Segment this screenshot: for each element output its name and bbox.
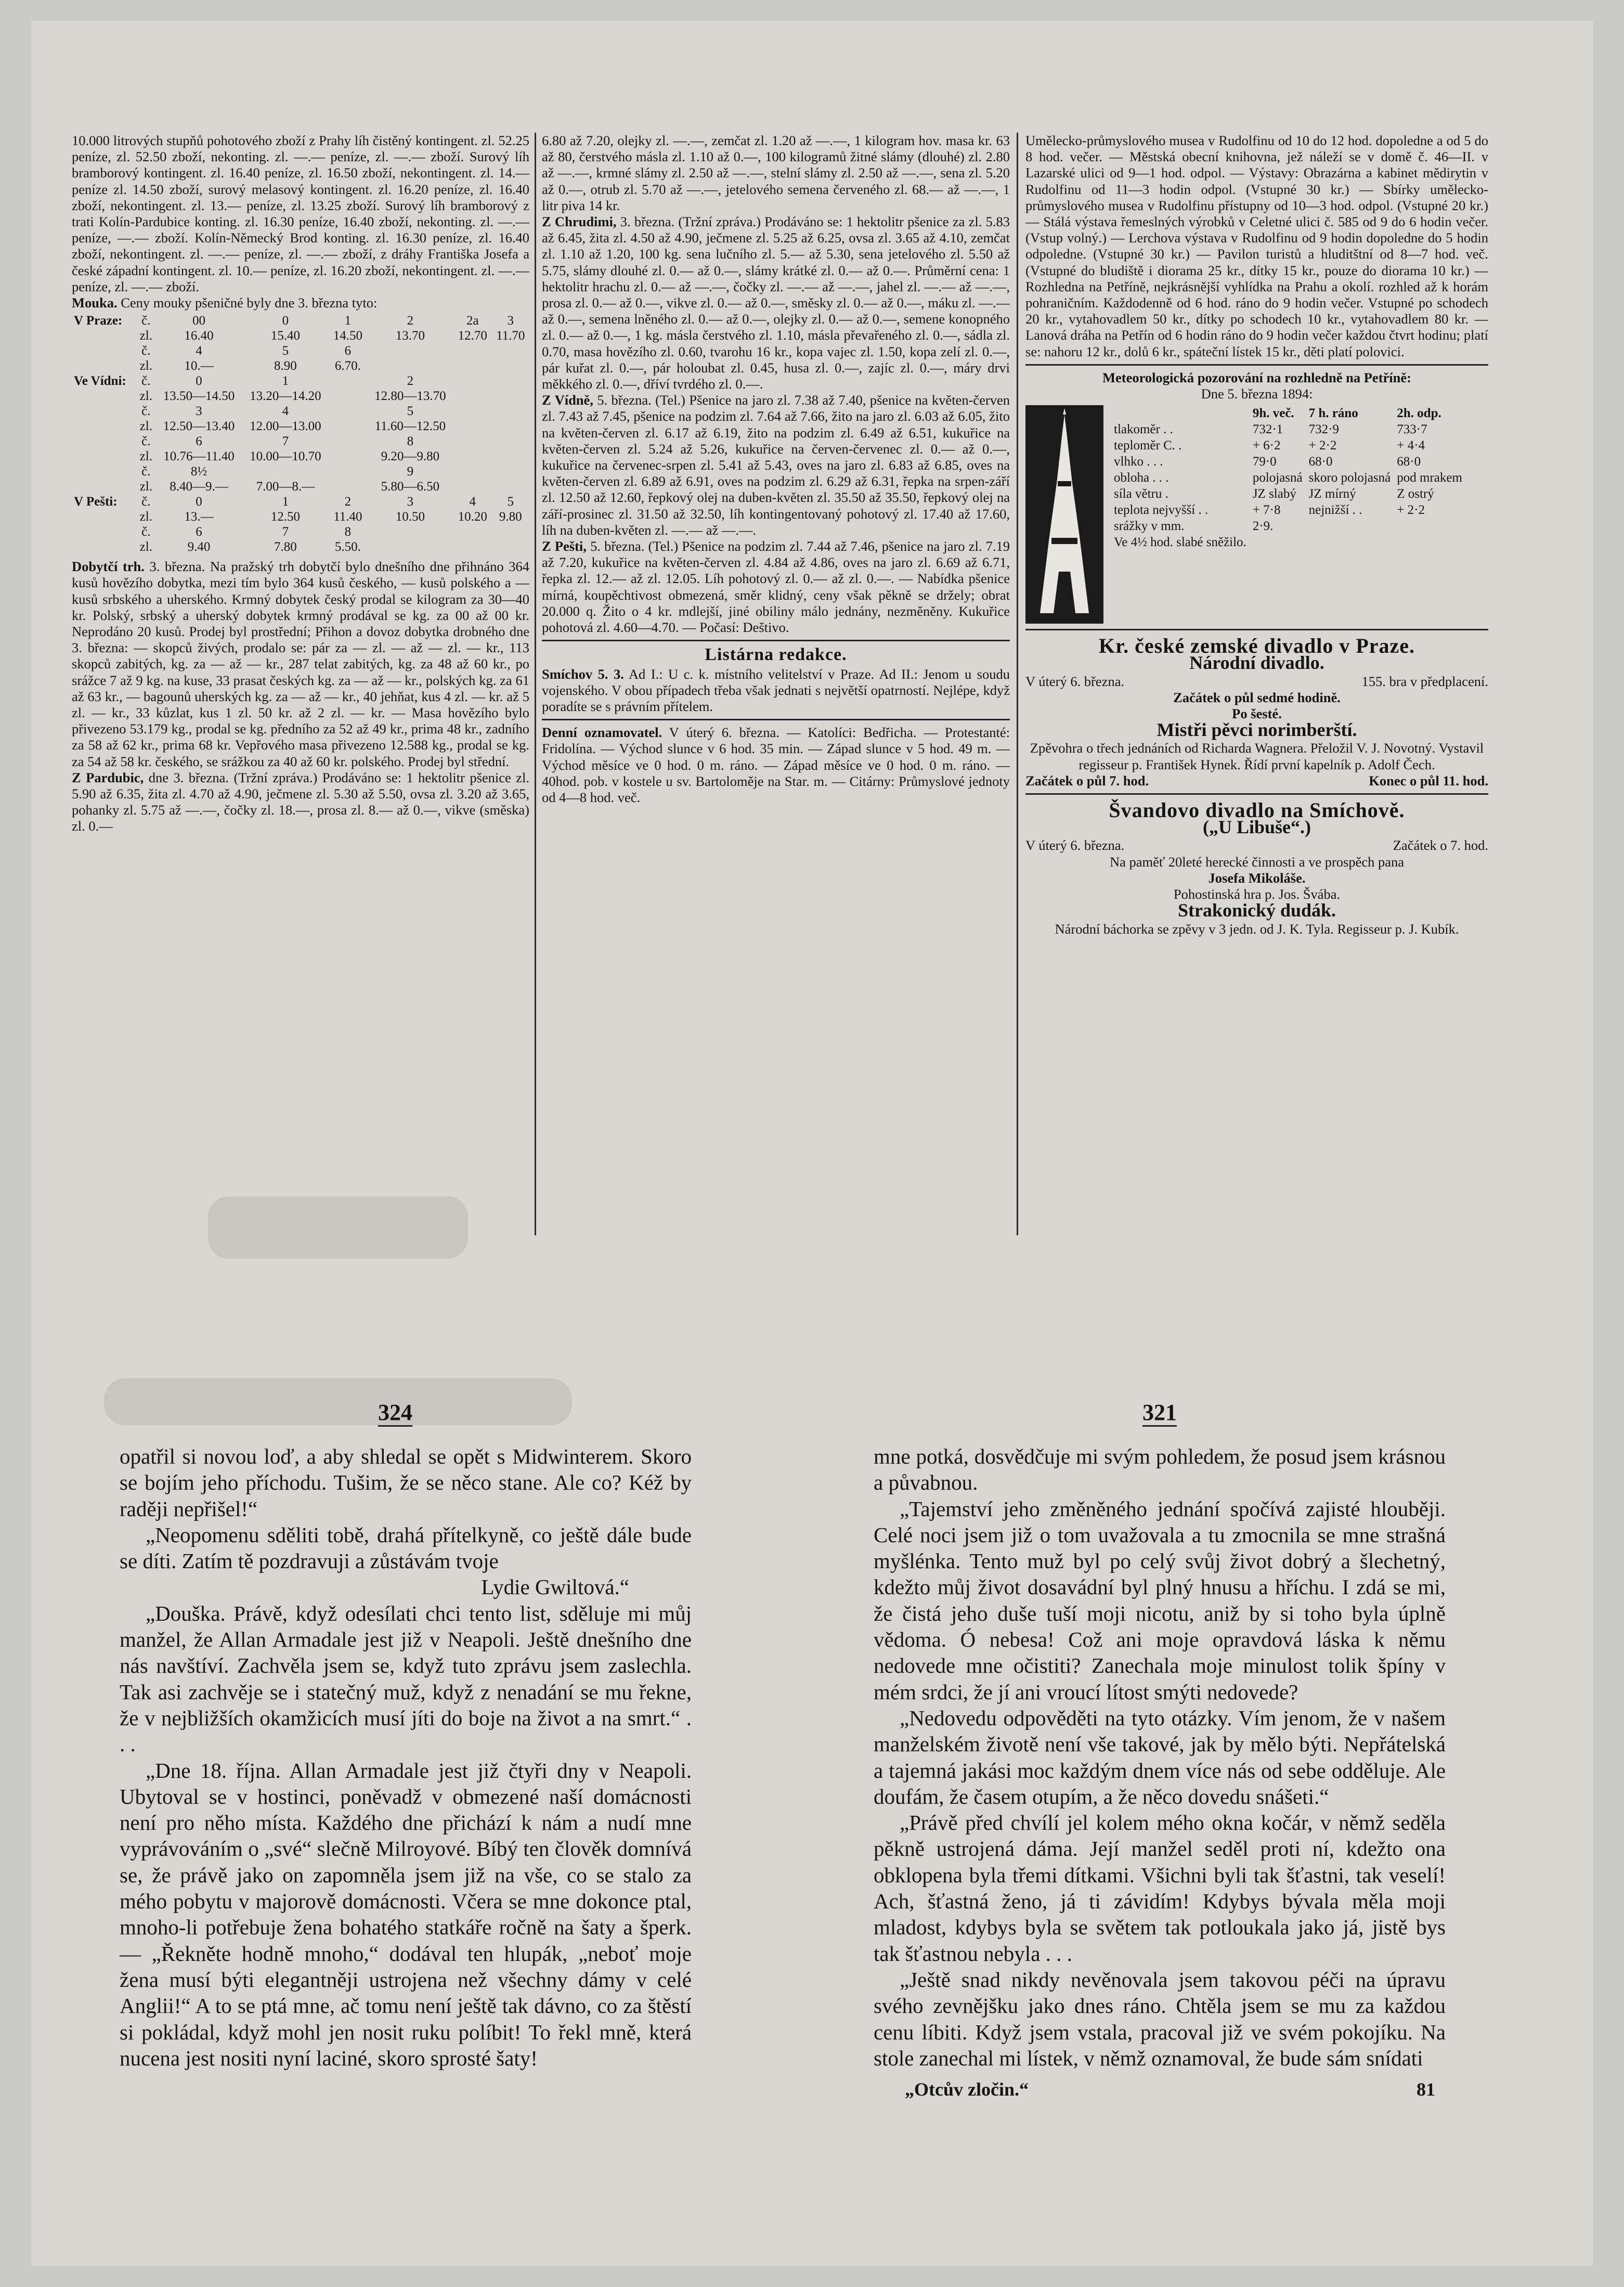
price-cell: 8 xyxy=(407,434,414,449)
svanda-start: Začátek o 7. hod. xyxy=(1393,837,1488,854)
meteo-column-header: 2h. odp. xyxy=(1397,406,1441,421)
price-cell: 7 xyxy=(282,434,289,449)
price-cell xyxy=(329,479,367,494)
price-cell: 12.70 xyxy=(458,329,487,343)
price-city xyxy=(72,343,136,358)
price-cell xyxy=(329,434,367,449)
price-cell: 6 xyxy=(344,344,352,358)
page-footer xyxy=(874,2076,1446,2102)
price-cell: č. xyxy=(141,525,151,539)
price-row xyxy=(72,419,529,434)
meteo-row xyxy=(1111,437,1465,454)
price-cell: 9.20—9.80 xyxy=(381,449,440,464)
price-city xyxy=(72,404,136,419)
meteo-cell: teplota nejvyšší . . xyxy=(1114,503,1209,518)
price-cell: 6.70. xyxy=(334,359,361,373)
price-cell: 16.40 xyxy=(184,329,214,343)
price-cell: č. xyxy=(141,404,151,419)
price-cell xyxy=(367,524,453,539)
price-cell: 10.00—10.70 xyxy=(250,449,321,464)
price-cell: 3 xyxy=(407,495,414,509)
vienna-heading: Z Vídně, xyxy=(542,392,593,408)
column-divider xyxy=(535,133,536,1235)
meteo-cell: 68·0 xyxy=(1397,455,1421,469)
price-cell: 2 xyxy=(407,374,414,389)
meteo-cell: 68·0 xyxy=(1308,455,1333,469)
meteo-row xyxy=(1111,518,1465,534)
price-cell xyxy=(367,358,453,373)
price-cell: 5.50. xyxy=(334,540,361,554)
section-divider xyxy=(1025,364,1488,366)
price-cell xyxy=(492,479,529,494)
price-cell: 9 xyxy=(407,464,414,479)
price-cell: č. xyxy=(141,344,151,358)
price-cell: 14.50 xyxy=(333,329,362,343)
price-cell: 7.80 xyxy=(274,540,297,554)
vienna-text: 5. března. (Tel.) Pšenice na jaro zl. 7.38 až 7.40, pšenice na květen-červen zl. 7.43 až 7.45, pšenice na podzim zl. 7.64 až 7.66, žito na jaro zl. 6.03 až 6.05, žito na květen-červen zl. 6.17 až 6.19, žito na podzim zl. 6.49 až 6.51, kukuřice na květen-červen zl. 5.24 až 5.26, kukuřice na červen-červenec zl. 0.— až 0.—, kukuřice na červenec-srpen zl. 5.41 až 5.43, oves na jaro zl. 6.83 až 6.85, oves na květen-červen zl. 6.89 až 6.91, oves na podzim zl. 6.29 až 6.31, řepka na srpen-září zl. 12.50 až 12.60, řepkový olej na duben-květen zl. 35.50 až 35.50, řepkový olej na září-prosinec zl. 31.50 až 32.50, líh kontingentovaný pohotový zl. 17.40 až 17.60, líh na duben-květen zl. —.— až —.—. xyxy=(542,392,1010,538)
prices-continued: 6.80 až 7.20, olejky zl. —.—, zemčat zl. 1.20 až —.—, 1 kilogram hov. masa kr. 63 až 80, čerstvého másla zl. 1.10 až 0.—, 100 kilogramů žitné slámy (dlouhé) zl. 2.80 až —.—, krmné slámy zl. 2.50 až —.—, stelní slámy zl. 2.50 až —.—, sena zl. 5.20 až 0.—, otrub zl. 5.70 až —.—, jetelového semena červeného zl. 68.— až —.—, 1 litr piva 14 kr. xyxy=(542,133,1010,213)
price-cell xyxy=(492,434,529,449)
flour-price-table xyxy=(72,313,529,554)
budapest-heading: Z Pešti, xyxy=(542,538,587,554)
story-paragraph: „Ještě snad nikdy nevěnovala jsem takovou péči na úpravu svého zevnějšku jako dnes ráno. Chtěla jsem se mu za každou cenu líbiti. Když jsem vstala, pracoval již ve svém pokojíku. Na stole zanechal mi lístek, v němž oznamoval, že bude sám snídati xyxy=(874,1967,1446,2070)
meteo-cell xyxy=(1394,518,1465,534)
meteo-cell: 732·1 xyxy=(1252,422,1283,437)
price-cell: zl. xyxy=(139,449,152,464)
meteo-cell: + 7·8 xyxy=(1252,503,1281,518)
price-cell xyxy=(453,449,491,464)
meteo-cell: Z ostrý xyxy=(1397,487,1434,501)
price-cell: 12.50—13.40 xyxy=(163,419,235,434)
price-cell xyxy=(367,539,453,554)
museum-exhibitions-text: Umělecko-průmyslového musea v Rudolfinu od 10 do 12 hod. dopoledne a od 5 do 8 hod. večer. — Městská obecní knihovna, jež náleží se v domě č. 46—II. v Lazarské ulici od 9—1 hod. odpol. — Výstavy: Obrazárna a kabinet mědirytin v Rudolfinu od 11—3 hodin odpol. (Vstupné 30 kr.) — Sbírky umělecko-průmyslového musea v Rudolfinu přístupny od 10—3 hod. odpol. (Vstupné 20 kr.) — Stálá výstava řemeslných výrobků v Celetné ulici č. 585 od 9 do 6 hodin večer. (Vstup volný.) — Lerchova výstava v Rudolfinu od 9 hodin dopoledne do 5 hodin odpoledne. (Vstupné 30 kr.) — Pavilon turistů a hluditštní od 8—7 hod. več. (Vstupné do bludiště i diorama 25 kr., dítky 15 kr., pouze do diorama 10 kr.) — Rozhledna na Petříně, nejkrásnější vyhlídka na Prahu a okolí. rozhled až k horám pohraničním. Každodenně od 6 hod. ráno do 9 hodin večer. Vstupné po schodech 20 kr., vytahovadlem 50 kr., dítky po schodech 10 kr., vytahovadlem 80 kr. — Lanová dráha na Petřín od 6 hodin ráno do 9 hodin večer každou čtvrt hodinu; platí se: nahoru 12 kr., dolů 6 kr., spáteční lístek 15 kr., děti platí polovici. xyxy=(1025,133,1488,359)
price-cell: 5 xyxy=(507,495,514,509)
meteo-cell xyxy=(1306,534,1394,550)
price-cell: 11.60—12.50 xyxy=(374,419,446,434)
price-cell xyxy=(329,373,367,389)
section-divider xyxy=(542,640,1010,641)
price-city xyxy=(72,524,136,539)
meteo-cell: + 2·2 xyxy=(1397,503,1425,518)
story-paragraph: „Tajemství jeho změněného jednání spočívá zajisté hlouběji. Celé noci jsem již o tom uvažovala a tu zmocnila se mne strašná myšlénka. Tento muž byl po celý svůj život dobrý a šlechetný, kdežto můj život dosavádní byl plný hnusu a hříchu. I zdá se mi, že čistá jeho duše tuší moji nicotu, aniž by si toho byla úplně vědoma. Ó nebesa! Což ani moje opravdová láska k němu nedovede mne očistiti? Zanechala moje minulost tolik špíny v mém srdci, že jí ani vroucí lítost smýti nedovede? xyxy=(874,1496,1446,1704)
price-cell xyxy=(329,464,367,479)
price-cell: 1 xyxy=(344,314,352,328)
price-cell xyxy=(492,449,529,464)
price-city xyxy=(72,419,136,434)
price-row xyxy=(72,509,529,524)
price-cell xyxy=(492,343,529,358)
price-cell xyxy=(453,358,491,373)
price-cell: zl. xyxy=(139,329,152,343)
national-theatre-subtitle: Národní divadlo. xyxy=(1189,652,1324,674)
price-cell: 0 xyxy=(282,314,289,328)
price-city xyxy=(72,434,136,449)
price-cell: 5 xyxy=(407,404,414,419)
price-cell: 5 xyxy=(282,344,289,358)
price-row xyxy=(72,479,529,494)
price-city xyxy=(72,449,136,464)
price-cell: 10.50 xyxy=(395,510,425,524)
meteo-row xyxy=(1111,454,1465,470)
price-city: Ve Vídni: xyxy=(74,374,126,389)
price-cell: 7.00—8.— xyxy=(256,480,315,494)
meteo-cell: Ve 4½ hod. slabé sněžilo. xyxy=(1114,535,1246,550)
price-cell: zl. xyxy=(139,359,152,373)
price-cell xyxy=(329,419,367,434)
price-cell: 9.40 xyxy=(187,540,211,554)
price-cell: 15.40 xyxy=(270,329,301,343)
price-cell: 4 xyxy=(196,344,202,358)
novel-column-left xyxy=(120,1443,692,2071)
price-cell: 5.80—6.50 xyxy=(381,480,440,494)
price-cell xyxy=(492,524,529,539)
price-cell: č. xyxy=(141,374,151,389)
price-cell xyxy=(453,373,491,389)
meteo-cell: vlhko . . . xyxy=(1114,455,1163,469)
print-smudge xyxy=(104,1378,572,1425)
price-cell: č. xyxy=(141,434,151,449)
svanda-theatre-title: Švandovo divadlo na Smíchově. xyxy=(1109,798,1405,822)
pardubice-text: dne 3. března. (Tržní zpráva.) Prodáváno se: 1 hektolitr pšenice zl. 5.90 až 6.35, žita zl. 4.70 až 4.90, ječmene zl. 5.30 až 5.50, ovsa zl. 3.20 až 3.65, pohanky zl. 5.75 až —.—, čočky zl. 18.—, prosa zl. 8.— až 0.—, vikve (směska) zl. 0.— xyxy=(72,769,529,834)
price-cell: 2 xyxy=(344,495,352,509)
price-cell: 10.— xyxy=(184,359,214,373)
price-city xyxy=(72,389,136,404)
meteo-row xyxy=(1111,502,1465,518)
price-cell: zl. xyxy=(139,480,152,494)
svanda-benefit-note: Na paměť 20leté herecké činnosti a ve prospěch pana xyxy=(1109,854,1405,870)
price-cell xyxy=(453,524,491,539)
play-title: Mistři pěvci norimberští. xyxy=(1157,719,1357,741)
price-cell xyxy=(453,404,491,419)
meteo-row xyxy=(1111,421,1465,437)
price-row xyxy=(72,404,529,419)
price-cell: 13.50—14.50 xyxy=(163,389,235,404)
meteo-cell: + 6·2 xyxy=(1252,438,1281,453)
story-paragraph: „Neopomenu sděliti tobě, drahá přítelkyně, co ještě dále bude se díti. Zatím tě pozdravuji a zůstávám tvoje xyxy=(120,1522,692,1573)
svanda-theatre-subtitle: („U Libuše“.) xyxy=(1202,817,1311,838)
price-cell: 4 xyxy=(469,495,476,509)
meteo-cell: srážky v mm. xyxy=(1114,519,1185,534)
meteo-cell xyxy=(1394,534,1465,550)
meteo-cell: skoro polojasná xyxy=(1308,471,1391,485)
price-cell xyxy=(492,464,529,479)
price-cell: 11.40 xyxy=(333,510,362,524)
daily-announcer-text: V úterý 6. března. — Katolíci: Bedřicha. — Protestanté: Fridolína. — Východ slunce v 6 hod. 35 min. — Západ slunce v 5 hod. 49 m. — Východ měsíce ve 0 hod. 0 m. ráno. — Západ měsíce ve 0 hod. 0 m. ráno. — 40hod. pob. v kostele u sv. Bartoloměje na Star. m. — Citárny: Průmyslové jednoty od 4—8 hod. več. xyxy=(542,725,1010,805)
meteo-column-header xyxy=(1111,405,1250,421)
daily-announcer-heading: Denní oznamovatel. xyxy=(542,725,662,741)
price-cell: 1 xyxy=(282,495,289,509)
price-cell xyxy=(453,389,491,404)
price-city xyxy=(72,464,136,479)
price-row xyxy=(72,449,529,464)
meteo-cell: + 2·2 xyxy=(1308,438,1337,453)
price-cell xyxy=(453,539,491,554)
price-row xyxy=(72,373,529,389)
price-cell: zl. xyxy=(139,510,152,524)
meteo-cell: 732·9 xyxy=(1308,422,1339,437)
price-row xyxy=(72,358,529,373)
section-divider xyxy=(1025,629,1488,630)
story-paragraph: opatřil si novou loď, a aby shledal se opět s Midwinterem. Skoro se bojím jeho příchodu. Tušim, že se něco stane. Ale co? Kéž by raději nepřišel!“ xyxy=(120,1444,692,1521)
price-city xyxy=(72,479,136,494)
price-cell: 7 xyxy=(282,525,289,539)
price-cell xyxy=(329,389,367,404)
price-cell xyxy=(453,434,491,449)
price-cell: 13.20—14.20 xyxy=(250,389,321,404)
budapest-text: 5. března. (Tel.) Pšenice na podzim zl. 7.44 až 7.46, pšenice na jaro zl. 7.19 až 7.20, kukuřice na květen-červen zl. 4.84 až 4.86, oves na jaro zl. 6.69 až 6.71, řepka zl. 12.— až zl. 12.05. Líh pohotový zl. 0.— až zl. 0.—. — Nabídka pšenice mírná, koupěchtivost obmezená, směr klidný, ceny však pěkně se držely; obrat 20.000 q. Žito o 4 kr. mdlejší, jiné obiliny málo jednány, nezměněny. Kukuřice pohotová zl. 4.60—4.70. — Počasí: Deštivo. xyxy=(542,538,1010,636)
price-row xyxy=(72,389,529,404)
meteo-cell: tlakoměr . . xyxy=(1114,422,1173,437)
price-cell xyxy=(329,404,367,419)
story-paragraph: „Nedovedu odpověděti na tyto otázky. Vím jenom, že v našem manželském životě není vše takové, jak by mělo býti. Nepřátelská a tajemná jakási moc každým dnem více nás od sebe odděluje. Ale doufám, že časem otupím, a že něco dovedu snášeti.“ xyxy=(874,1705,1446,1808)
meteo-cell: polojasná xyxy=(1252,471,1303,485)
svanda-day: V úterý 6. března. xyxy=(1025,837,1125,854)
cattle-market-text: 3. března. Na pražský trh dobytčí bylo dnešního dne přihnáno 364 kusů hovězího dobytka, mezi tím bylo 364 kusů českého, — kusů polského a — kusů srbského a uherského. Krmný dobytek český prodal se kilogram za 30—40 kr. Polský, srbský a uherský dobytek krmný prodával se kg. za 00 až 00 kr. Neprodáno 20 kusů. Prodej byl prostřední; Přihon a dovoz dobytka drobného dne 3. března: — skopců živých, prodalo se: pár za — zl. — až — zl. — kr., 113 skopců zabitých, kg. za — až — kr., 287 telat zabitých, kg. za 48 až 60 kr., po srážce 7 až 9 kg. na kuse, 33 prasat českých kg. za — až — kr., polských kg. za 61 až 63 kr., — bagounů uherských kg. za — až — kr., 40 jehňat, kus 4 zl. — kr. až 5 zl. — kr., 33 kůzlat, kus 1 zl. 50 kr. až 2 zl. — kr. — Masa hovězího bylo přivezeno 53.179 kg., prodal se kg. předního za 52 až 49 kr., prima 48 kr., zadního za 58 až 62 kr., prima 68 kr. Vepřového masa přivezeno 12.588 kg., prodal se kg. za 54 až 58 kr. českého, se srážkou za 40 až 60 kr. polského. Prodej byl střední. xyxy=(72,559,529,769)
column-divider xyxy=(1017,133,1018,1235)
meteo-table xyxy=(1111,405,1465,624)
petrin-tower-icon xyxy=(1025,405,1103,624)
story-paragraph: mne potká, dosvědčuje mi svým pohledem, že posud jsem krásnou a půvabnou. xyxy=(874,1444,1446,1495)
price-cell: 12.50 xyxy=(270,510,301,524)
meteo-cell: JZ mírný xyxy=(1308,487,1356,501)
meteo-cell: síla větru . xyxy=(1114,487,1168,501)
price-cell: 12.00—13.00 xyxy=(250,419,321,434)
spirits-report: 10.000 litrových stupňů pohotového zboží z Prahy líh čistěný kontingent. zl. 52.25 peníze, zl. 52.50 zboží, nekonting. zl. —.— peníze, zl. —.— zboží. Surový líh bramborový kontingent. zl. 16.40 peníze, zl. 16.50 zboží, nekontingent. zl. 14.— peníze zl. 14.50 zboží, surový melasový kontingent. zl. 16.20 peníze, zl. 16.40 zboží, nekontingent. zl. 13.— peníze, zl. 13.25 zboží. Surový líh bramborový z trati Kolín-Pardubice konting. zl. 16.30 peníze, 16.40 zboží, nekonting. zl. —.— peníze, —.— zboží. Kolín-Německý Brod konting. zl. 16.30 peníze, zl. 16.40 zboží, nekontingent. zl. —.— peníze, zl. —.— zboží, z dráhy Františka Josefa a české západní kontingent. zl. 10.— peníze, zl. 16.20 zboží, nekontingent. zl. —.— peníze, zl. —.— zboží. xyxy=(72,133,529,294)
meteo-cell: 733·7 xyxy=(1397,422,1427,437)
subscription-number: 155. bra v předplacení. xyxy=(1361,673,1488,689)
editorial-letter-lead: Smíchov 5. 3. xyxy=(542,666,624,682)
svanda-guest: Pohostinská hra p. Jos. Švába. xyxy=(1173,886,1341,902)
price-row xyxy=(72,343,529,358)
price-cell: 12.80—13.70 xyxy=(374,389,446,404)
novel-column-right xyxy=(874,1443,1446,2102)
price-cell: 9.80 xyxy=(499,510,522,524)
price-cell xyxy=(453,343,491,358)
flour-heading: Mouka. xyxy=(72,295,118,311)
meteo-cell xyxy=(1250,534,1306,550)
price-row xyxy=(72,434,529,449)
meteo-cell: pod mrakem xyxy=(1397,471,1462,485)
price-cell: 2 xyxy=(407,314,414,328)
play-description: Zpěvohra o třech jednáních od Richarda Wagnera. Přeložil V. J. Novotný. Vystavil regisseur p. František Hynek. Řídí první kapelník p. Adolf Čech. xyxy=(1030,740,1484,772)
price-cell: 10.76—11.40 xyxy=(163,449,235,464)
price-cell xyxy=(492,358,529,373)
meteo-row xyxy=(1111,534,1465,550)
meteo-cell: + 4·4 xyxy=(1397,438,1425,453)
story-paragraph: „Právě před chvílí jel kolem mého okna kočár, v němž seděla pěkně ustrojená dáma. Její manžel seděl proti ní, kdežto ona obklopena byla třemi dítkami. Všichni byli tak šťastni, tak veselí! Ach, šťastná ženo, já ti závidím! Kdybys bývala měla moji mladost, kdybys byla se světem tak potloukala jako já, jistě bys tak šťastnou nebyla . . . xyxy=(874,1811,1446,1966)
price-cell: 8½ xyxy=(190,464,207,479)
price-cell: 0 xyxy=(196,374,202,389)
chrudim-text: 3. března. (Tržní zpráva.) Prodáváno se: 1 hektolitr pšenice za zl. 5.83 až 6.45, žita zl. 4.50 až 4.90, ječmene zl. 5.25 až 6.25, ovsa zl. 3.65 až 4.10, zemčat zl. 1.10 až 1.20, 100 kg. sena lučního zl. 5.— až 5.30, sena jetelového zl. 5.50 až 5.75, slámy dlouhé zl. 0.— až 0.—, slámy krátké zl. 0.— až 0.—. Průměrní cena: 1 hektolitr hrachu zl. 0.— až —.—, čočky zl. —.— až —.—, jahel zl. —.— až —.—, prosa zl. 0.— až 0.—, vikve zl. 0.— až 0.—, směsky zl. 0.— až 0.—, máku zl. —.— až 0.—, semena lněného zl. 0.— až 0.—, olejky zl. 0.— až 0.—, semene konopného zl. 0.— až 0.—, 1 kg. másla čerstvého zl. 1.10, másla převařeného zl. 0.—, sádla zl. 0.70, masa hovězího zl. 0.60, tvarohu 16 kr., kopa vajec zl. 1.50, kopa zelí zl. 0.—, pár kuřat zl. 0.—, pár holoubat zl. 0.45, husa zl. 0.—, zajíc zl. 0.—, máry drvi měkkého zl. 0.—, dříví tvrdého zl. 0.—. xyxy=(542,214,1010,392)
play-start: Začátek o půl 7. hod. xyxy=(1025,772,1149,789)
price-cell: 4 xyxy=(282,404,289,419)
price-city: V Praze: xyxy=(74,314,123,328)
meteo-heading: Meteorologická pozorování na rozhledně na Petříně: xyxy=(1102,369,1411,385)
price-cell: zl. xyxy=(139,419,152,434)
price-cell: 3 xyxy=(196,404,202,419)
price-cell xyxy=(492,404,529,419)
letter-signature: Lydie Gwiltová.“ xyxy=(481,1575,629,1599)
price-cell xyxy=(367,343,453,358)
price-row xyxy=(72,313,529,328)
meteo-column-header: 9h. več. xyxy=(1252,406,1294,421)
story-paragraph: „Douška. Právě, když odesílati chci tento list, sděluje mi můj manžel, že Allan Armadale jest již v Neapoli. Ještě dnešního dne nás navštíví. Zachvěla jsem se, když tuto zprávu jsem zaslechla. Tak asi zachvěje se i statečný muž, když z nenadání se mu řekne, že v nejbližších okamžicích musí jíti do boje na život a na smrt.“ . . . xyxy=(120,1601,692,1756)
meteo-cell: nejnižší . . xyxy=(1308,503,1362,518)
price-cell: 00 xyxy=(192,314,205,328)
serial-title: „Otcův zločin.“ xyxy=(905,2079,1029,2100)
price-row xyxy=(72,464,529,479)
price-cell: č. xyxy=(141,495,151,509)
price-cell: 6 xyxy=(196,525,202,539)
meteo-column-header: 7 h. ráno xyxy=(1308,406,1358,421)
cattle-market-heading: Dobytčí trh. xyxy=(72,559,145,575)
chrudim-heading: Z Chrudimi, xyxy=(542,214,617,230)
price-cell xyxy=(492,373,529,389)
price-cell: 10.20 xyxy=(458,510,487,524)
svanda-play-description: Národní báchorka se zpěvy v 3 jedn. od J. K. Tyla. Regisseur p. J. Kubík. xyxy=(1055,921,1459,937)
price-cell: 8.40—9.— xyxy=(170,480,228,494)
national-theatre-title: Kr. české zemské divadlo v Praze. xyxy=(1098,634,1415,658)
meteo-cell xyxy=(1306,518,1394,534)
price-cell: 1 xyxy=(282,374,289,389)
price-cell xyxy=(492,539,529,554)
editorial-letter-text: Ad I.: U c. k. místního velitelství v Praze. Ad II.: Jenom u soudu vojenského. V obou případech třeba však jednati s největší opatrností. Nejlépe, když poradíte se s právním přítelem. xyxy=(542,666,1010,714)
price-cell: zl. xyxy=(139,540,152,554)
price-cell xyxy=(453,464,491,479)
pardubice-heading: Z Pardubic, xyxy=(72,769,144,785)
flour-intro: Ceny mouky pšeničné byly dne 3. března tyto: xyxy=(117,295,378,311)
price-city xyxy=(72,539,136,554)
price-row xyxy=(72,524,529,539)
meteo-cell: teploměr C. . xyxy=(1114,438,1182,453)
price-cell: č. xyxy=(141,464,151,479)
meteo-cell: obloha . . . xyxy=(1114,471,1169,485)
story-paragraph: „Dne 18. října. Allan Armadale jest již čtyři dny v Neapoli. Ubytoval se v hostinci, poněvadž v obmezené naší domácnosti není pro něho místa. Každého dne přichází k nám a nudí mne vyprávováním o „své“ slečně Milroyové. Bíbý ten člověk domnívá se, že právě jako on zapomněla jsem již na vše, co se stalo za mého pobytu v majorově domácnosti. Včera se mne dokonce ptal, mnoho-li potřebuje žena bohatého statkáře ročně na šaty a šperk. — „Řekněte hodně mnoho,“ dodával ten hlupák, „neboť moje žena musí býti elegantněji ustrojena než všechny dámy v celé Anglii!“ A to se ptá mne, ač tomu není ještě tak dávno, co za štěstí si pokládal, když mohl jen nosit ruku políbit! To řekl mně, která nucena jest nositi nyní laciné, skoro sprosté šaty! xyxy=(120,1758,692,2070)
price-cell: 11.70 xyxy=(496,329,525,343)
price-cell: 3 xyxy=(507,314,514,328)
price-cell: 13.— xyxy=(184,510,214,524)
svanda-play-title: Strakonický dudák. xyxy=(1177,900,1336,921)
price-city xyxy=(72,358,136,373)
price-cell: 8 xyxy=(344,525,352,539)
price-city xyxy=(72,509,136,524)
meteo-row xyxy=(1111,470,1465,486)
svanda-actor-name: Josefa Mikoláše. xyxy=(1208,870,1306,886)
price-cell: 6 xyxy=(196,434,202,449)
price-cell xyxy=(329,449,367,464)
price-cell: 8.90 xyxy=(274,359,297,373)
price-row xyxy=(72,494,529,509)
price-cell: zl. xyxy=(139,389,152,404)
price-cell xyxy=(492,419,529,434)
start-time: Začátek o půl sedmé hodině. xyxy=(1173,689,1341,705)
meteo-date: Dne 5. března 1894: xyxy=(1201,386,1313,402)
meteo-row xyxy=(1111,486,1465,502)
price-city xyxy=(72,328,136,343)
price-cell xyxy=(453,479,491,494)
performance-day: V úterý 6. března. xyxy=(1025,673,1125,689)
price-city: V Pešti: xyxy=(74,495,118,509)
meteo-cell: 2·9. xyxy=(1252,519,1274,534)
announcements-column-right xyxy=(1025,133,1488,1241)
price-cell xyxy=(453,419,491,434)
page-number-left: 324 xyxy=(343,1399,447,1426)
meteo-cell: JZ slabý xyxy=(1252,487,1296,501)
editorial-letters-heading: Listárna redakce. xyxy=(705,645,847,665)
play-end: Konec o půl 11. hod. xyxy=(1369,772,1488,789)
market-column-left xyxy=(72,133,529,1241)
page-number-right: 321 xyxy=(1108,1399,1212,1426)
price-cell: 2a xyxy=(466,314,479,328)
after-six-note: Po šesté. xyxy=(1232,706,1282,722)
price-row xyxy=(72,328,529,343)
sheet-number: 81 xyxy=(1417,2079,1435,2100)
price-cell xyxy=(492,389,529,404)
market-column-middle xyxy=(542,133,1010,1241)
price-cell: 13.70 xyxy=(395,329,425,343)
section-divider xyxy=(1025,793,1488,795)
price-cell: č. xyxy=(141,314,151,328)
meteo-cell: 79·0 xyxy=(1252,455,1277,469)
price-cell xyxy=(242,464,329,479)
section-divider xyxy=(542,719,1010,720)
price-row xyxy=(72,539,529,554)
price-cell: 0 xyxy=(196,495,202,509)
